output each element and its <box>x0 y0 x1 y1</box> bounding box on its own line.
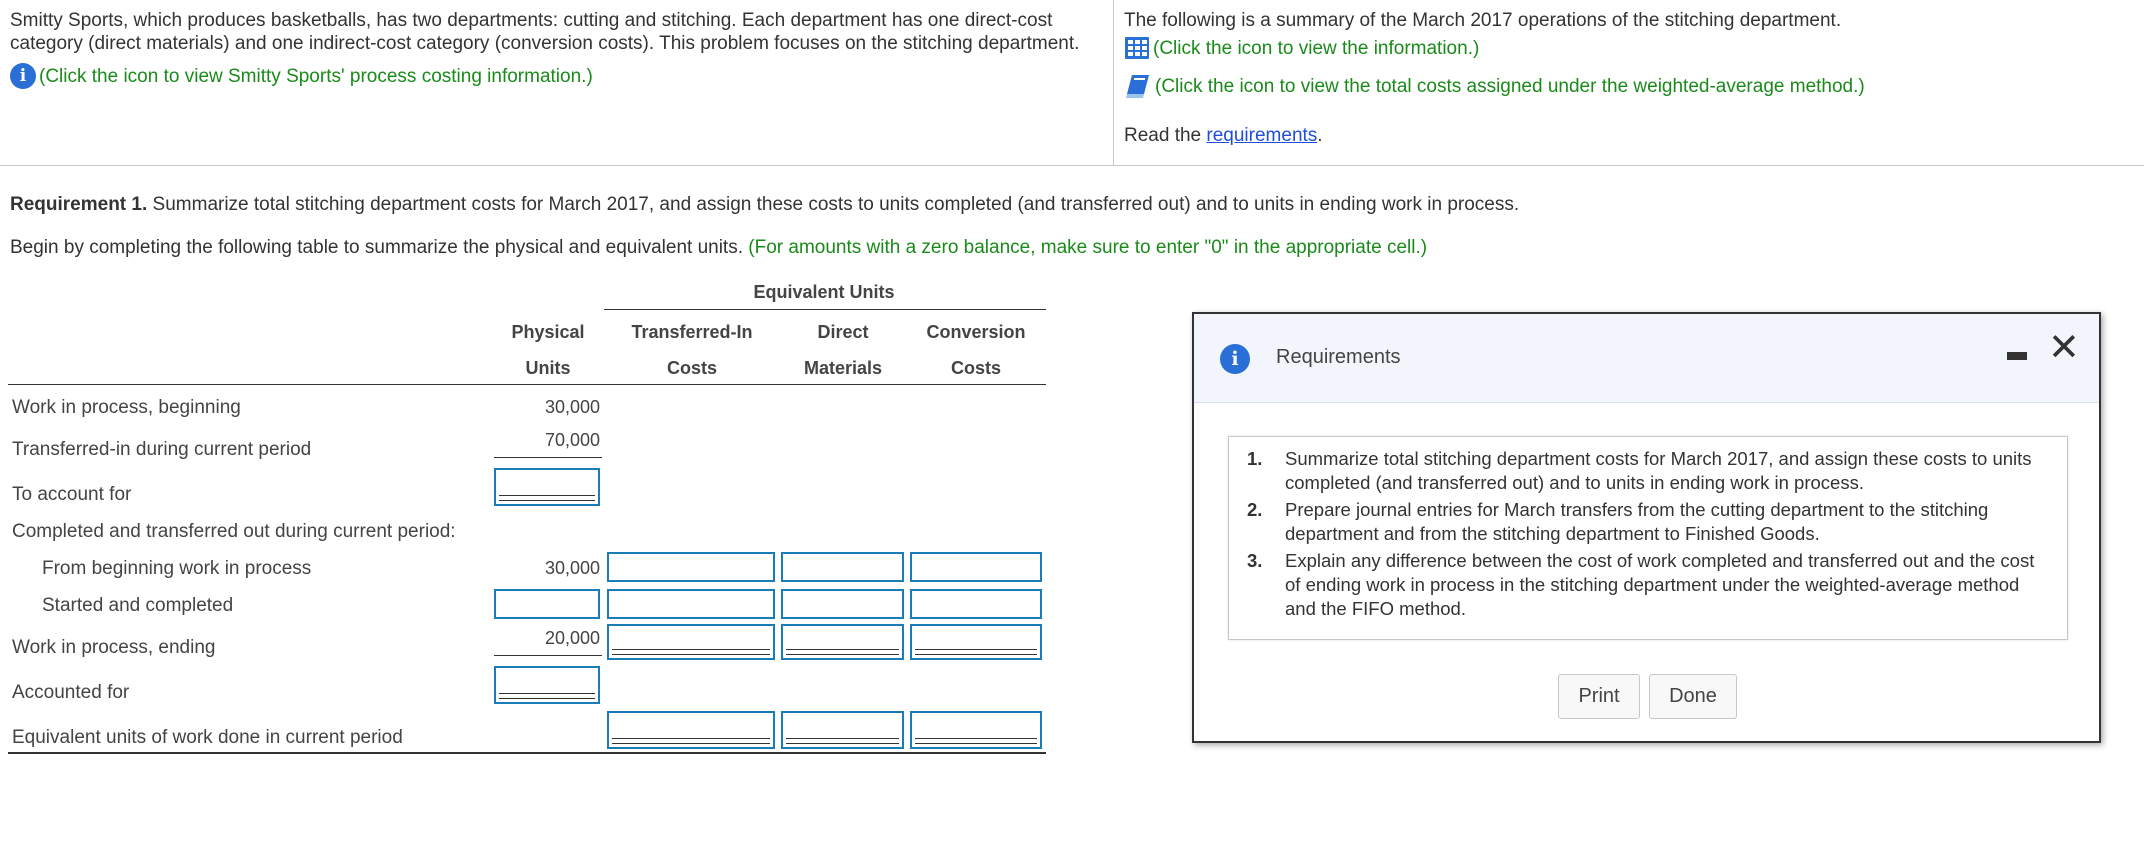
input-wip-ending-direct-materials[interactable] <box>781 624 904 660</box>
header-rule <box>8 384 1046 385</box>
physical-ending-rule <box>494 655 602 656</box>
list-item-text: Summarize total stitching department costs for March 2017, and assign these costs to units completed (and transferred out) and to units in ending work in process. <box>1285 448 2032 493</box>
input-from-beginning-conversion[interactable] <box>910 552 1042 582</box>
list-item <box>1247 447 2047 495</box>
input-equivalent-conversion[interactable] <box>910 711 1042 749</box>
physical-transferred-in: 70,000 <box>544 430 600 450</box>
input-wip-ending-conversion[interactable] <box>910 624 1042 660</box>
summary-panel <box>1124 9 2124 147</box>
input-equivalent-transferred-in[interactable] <box>607 711 775 749</box>
requirement-text: Summarize total stitching department costs for March 2017, and assign these costs to units completed (and transferred out) and to units in ending work in process. <box>147 194 1520 215</box>
input-wip-ending-transferred-in[interactable] <box>607 624 775 660</box>
instructions <box>10 237 1427 259</box>
list-item-number: 2. <box>1247 499 1263 520</box>
list-item <box>1247 549 2047 621</box>
begin-text: Begin by completing the following table to summarize the physical and equivalent units. <box>10 237 749 258</box>
dialog-header <box>1194 314 2099 403</box>
input-from-beginning-transferred-in[interactable] <box>607 552 775 582</box>
row-label-wip-beginning: Work in process, beginning <box>12 397 241 418</box>
col-direct-materials-1: Direct <box>817 322 869 342</box>
row-label-from-beginning: From beginning work in process <box>42 558 312 579</box>
input-equivalent-direct-materials[interactable] <box>781 711 904 749</box>
requirements-dialog <box>1192 312 2101 743</box>
problem-intro <box>10 9 1090 89</box>
physical-wip-beginning: 30,000 <box>544 397 600 417</box>
physical-wip-ending: 20,000 <box>544 628 600 648</box>
row-label-started-completed: Started and completed <box>42 595 234 616</box>
close-icon[interactable]: ✕ <box>2048 325 2080 369</box>
requirement-1 <box>10 194 1519 216</box>
list-item-number: 3. <box>1247 550 1263 571</box>
input-started-completed-conversion[interactable] <box>910 589 1042 619</box>
table-grid-icon[interactable] <box>1124 36 1150 60</box>
problem-text: Smitty Sports, which produces basketballs, has two departments: cutting and stitching. Each department has one direct-cost category (direct materials) and one indirect-cost category (conversion costs). This problem focuses on the stitching department. <box>10 10 1080 54</box>
equivalent-units-header: Equivalent Units <box>753 282 895 302</box>
input-started-completed-transferred-in[interactable] <box>607 589 775 619</box>
row-label-wip-ending: Work in process, ending <box>12 637 216 658</box>
costs-link-row[interactable] <box>1124 72 2124 100</box>
row-label-transferred-in: Transferred-in during current period <box>12 439 312 460</box>
info-icon[interactable]: i <box>10 63 36 89</box>
info-link[interactable]: (Click the icon to view Smitty Sports' process costing information.) <box>39 65 593 87</box>
input-from-beginning-direct-materials[interactable] <box>781 552 904 582</box>
row-label-equivalent-units: Equivalent units of work done in current period <box>12 727 403 748</box>
dialog-title: Requirements <box>1276 346 1401 368</box>
input-to-account-for[interactable] <box>494 468 600 506</box>
summary-text: The following is a summary of the March 2017 operations of the stitching department. <box>1124 10 1842 31</box>
list-item <box>1247 498 2047 546</box>
col-conversion-1: Conversion <box>926 322 1026 342</box>
input-started-completed-direct-materials[interactable] <box>781 589 904 619</box>
read-requirements <box>1124 124 2124 147</box>
list-item-number: 1. <box>1247 448 1263 469</box>
row-label-accounted-for: Accounted for <box>12 682 130 703</box>
col-transferred-in-2: Costs <box>666 358 717 378</box>
group-header-rule <box>604 309 1046 310</box>
costs-link[interactable]: (Click the icon to view the total costs assigned under the weighted-average method.) <box>1155 75 1865 97</box>
requirements-list-box <box>1228 436 2068 640</box>
physical-subtotal-rule <box>494 457 602 458</box>
requirements-list <box>1229 437 2067 621</box>
table-bottom-rule <box>8 752 1046 754</box>
col-transferred-in-1: Transferred-In <box>631 322 753 342</box>
data-link[interactable]: (Click the icon to view the information.) <box>1153 37 1480 59</box>
section-divider <box>0 165 2144 166</box>
read-suffix: . <box>1317 125 1323 146</box>
data-link-row[interactable] <box>1124 36 2124 60</box>
zero-balance-note: (For amounts with a zero balance, make sure to enter "0" in the appropriate cell.) <box>748 237 1428 258</box>
physical-from-beginning: 30,000 <box>544 558 600 578</box>
minimize-icon[interactable] <box>2007 352 2027 360</box>
read-prefix: Read the <box>1124 125 1207 146</box>
requirements-link[interactable]: requirements <box>1206 125 1318 146</box>
book-icon[interactable] <box>1124 72 1152 100</box>
input-accounted-for[interactable] <box>494 666 600 704</box>
dialog-info-icon: i <box>1220 344 1250 374</box>
row-label-to-account-for: To account for <box>12 484 132 505</box>
input-started-completed-physical[interactable] <box>494 589 600 619</box>
row-label-completed: Completed and transferred out during current period: <box>12 521 456 542</box>
list-item-text: Prepare journal entries for March transfers from the cutting department to the stitching department and from the stitching department to Finished Goods. <box>1285 499 1989 544</box>
print-button[interactable]: Print <box>1558 674 1640 719</box>
col-physical-1: Physical <box>511 322 585 342</box>
col-direct-materials-2: Materials <box>803 358 883 378</box>
requirement-label: Requirement 1. <box>10 194 148 215</box>
info-link-row[interactable] <box>10 63 1090 89</box>
col-conversion-2: Costs <box>950 358 1001 378</box>
list-item-text: Explain any difference between the cost of work completed and transferred out and the cost of ending work in process in the stitching department under the weighted-average method and the FIFO method. <box>1285 550 2035 619</box>
col-physical-2: Units <box>525 358 571 378</box>
done-button[interactable]: Done <box>1649 674 1737 719</box>
panel-divider <box>1113 0 1114 165</box>
